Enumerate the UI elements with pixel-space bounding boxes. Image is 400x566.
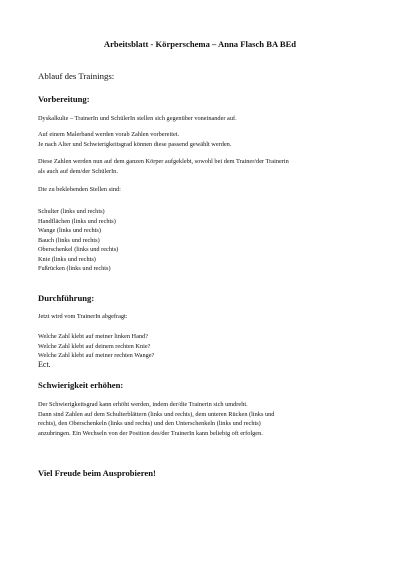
text-line: Auf einem Malerband werden vorab Zahlen vorbereitet. [38, 131, 180, 138]
list-item: Fußrücken (links und rechts) [38, 265, 111, 272]
body-parts-list [38, 207, 118, 274]
ect-line: Ect. [38, 360, 51, 369]
heading-durchfuehrung: Durchführung: [38, 293, 95, 303]
vorbereitung-paragraph-1: Dyskalkulie – TrainerIn und SchülerIn stellen sich gegenüber voneinander auf. [38, 115, 237, 122]
question-line: Welche Zahl klebt auf meiner linken Hand? [38, 333, 148, 340]
list-item: Oberschenkel (links und rechts) [38, 246, 119, 253]
questions-list [38, 332, 154, 361]
list-item: Bauch (links und rechts) [38, 236, 100, 244]
list-item: Handflächen (links und rechts) [38, 217, 116, 225]
heading-vorbereitung: Vorbereitung: [38, 94, 90, 104]
vorbereitung-paragraph-3 [38, 157, 289, 176]
closing-line: Viel Freude beim Ausprobieren! [38, 468, 156, 478]
text-line: Je nach Alter und Schwierigkeitsgrad können diese passend gewählt werden. [38, 140, 232, 148]
text-line: Dann sind Zahlen auf dem Schulterblättern (links und rechts), dem unteren Rücken (links und [38, 410, 275, 418]
text-line: rechts), den Oberschenkeln (links und rechts) und den Unterschenkeln (links und rechts) [38, 420, 261, 427]
schwierigkeit-paragraph [38, 400, 274, 438]
text-line: anzubringen. Ein Wechseln von der Position des/der TrainerIn kann beliebig oft erfolgen. [38, 429, 263, 437]
question-line: Welche Zahl klebt auf deinem rechten Knie? [38, 342, 151, 350]
durchfuehrung-paragraph-1: Jetzt wird vom TrainerIn abgefragt: [38, 313, 128, 320]
text-line: als auch auf dem/der SchülerIn. [38, 167, 118, 175]
text-line: Der Schwierigkeitsgrad kann erhöht werden, indem der/die Trainerin sich umdreht. [38, 401, 248, 408]
list-item: Schulter (links und rechts) [38, 208, 105, 215]
question-line: Welche Zahl klebt auf meiner rechten Wange? [38, 352, 155, 359]
document-title: Arbeitsblatt - Körperschema – Anna Flasch BA BEd [103, 39, 297, 49]
vorbereitung-paragraph-4: Die zu beklebenden Stellen sind: [38, 186, 121, 193]
intro-line: Ablauf des Trainings: [38, 71, 115, 81]
list-item: Knie (links und rechts) [38, 255, 96, 263]
list-item: Wange (links und rechts) [38, 227, 101, 234]
vorbereitung-paragraph-2 [38, 130, 231, 149]
heading-schwierigkeit: Schwierigkeit erhöhen: [38, 380, 124, 390]
text-line: Diese Zahlen werden nun auf dem ganzen Körper aufgeklebt, sowohl bei dem Trainer/der Trainerin [38, 158, 289, 165]
